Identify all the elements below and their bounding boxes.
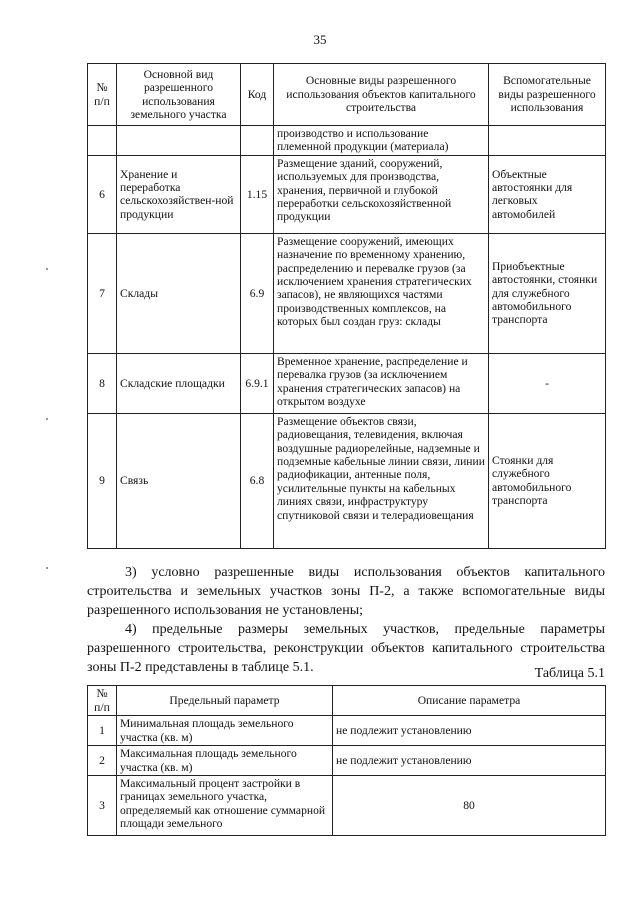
row-main: Временное хранение, распределение и перевалка грузов (за исключением хранения стратегических запасов) на открытом воздухе: [274, 353, 489, 413]
row-desc: 80: [333, 776, 606, 836]
scan-speck: [46, 567, 48, 569]
table-row: [88, 413, 606, 548]
row-desc: не подлежит установлению: [333, 746, 606, 776]
table-caption: Таблица 5.1: [534, 666, 605, 681]
table-row: [88, 353, 606, 413]
row-num: 9: [88, 413, 117, 548]
row-aux: Стоянки для служебного автомобильного транспорта: [489, 413, 606, 548]
row-name: Связь: [117, 413, 241, 548]
table-header-row: [88, 64, 606, 126]
row-code: 1.15: [241, 155, 274, 233]
scan-speck: [46, 268, 48, 270]
table-row: [88, 126, 606, 156]
continuation-text: производство и использование племенной продукции (материала): [274, 126, 489, 156]
table-row: [88, 746, 606, 776]
paragraph-4: 4) предельные размеры земельных участков, предельные параметры разрешенного строительства, реконструкции объектов капитального строительства зоны П-2 представлены в таблице 5.1.: [87, 622, 605, 675]
body-text: [87, 563, 605, 677]
row-code: 6.9: [241, 233, 274, 353]
header-aux-kinds: Вспомогательные виды разрешенного использования: [489, 64, 606, 126]
row-main: Размещение объектов связи, радиовещания, телевидения, включая воздушные радиорелейные, надземные и подземные кабельные линии связи, линии радиофикации, антенные поля, усилительные пункты на кабельных линиях связи, инфраструктуру спутниковой связи и телерадиовещания: [274, 413, 489, 548]
row-param: Максимальный процент застройки в границах земельного участка, определяемый как отношение суммарной площади земельного: [117, 776, 333, 836]
row-aux: -: [489, 353, 606, 413]
row-num: 2: [88, 746, 117, 776]
row-num: 7: [88, 233, 117, 353]
table-row: [88, 233, 606, 353]
row-desc: не подлежит установлению: [333, 716, 606, 746]
row-param: Максимальная площадь земельного участка (кв. м): [117, 746, 333, 776]
table-row: [88, 776, 606, 836]
row-name: Склады: [117, 233, 241, 353]
page-number: 35: [313, 32, 327, 47]
row-num: 1: [88, 716, 117, 746]
header-main-type: Основной вид разрешенного использования земельного участка: [117, 64, 241, 126]
row-code: 6.8: [241, 413, 274, 548]
row-main: Размещение зданий, сооружений, используемых для производства, хранения, первичной и глубокой переработки сельскохозяйственной продукции: [274, 155, 489, 233]
scan-speck: [46, 418, 48, 420]
header-num: № п/п: [88, 64, 117, 126]
row-name: Складские площадки: [117, 353, 241, 413]
row-num: 8: [88, 353, 117, 413]
header-param: Предельный параметр: [117, 686, 333, 716]
header-num: № п/п: [88, 686, 117, 716]
header-main-kinds: Основные виды разрешенного использования объектов капитального строительства: [274, 64, 489, 126]
header-desc: Описание параметра: [333, 686, 606, 716]
row-num: 6: [88, 155, 117, 233]
header-code: Код: [241, 64, 274, 126]
table-header-row: [88, 686, 606, 716]
row-param: Минимальная площадь земельного участка (кв. м): [117, 716, 333, 746]
zoning-use-table: [87, 63, 606, 549]
limits-table: [87, 685, 606, 836]
row-name: Хранение и переработка сельскохозяйствен-ной продукции: [117, 155, 241, 233]
row-num: 3: [88, 776, 117, 836]
row-aux: Приобъектные автостоянки, стоянки для служебного автомобильного транспорта: [489, 233, 606, 353]
row-aux: Объектные автостоянки для легковых автомобилей: [489, 155, 606, 233]
paragraph-3: 3) условно разрешенные виды использования объектов капитального строительства и земельных участков зоны П-2, а также вспомогательные виды разрешенного использования не установлены;: [87, 565, 605, 618]
table-row: [88, 155, 606, 233]
row-code: 6.9.1: [241, 353, 274, 413]
table-row: [88, 716, 606, 746]
row-main: Размещение сооружений, имеющих назначение по временному хранению, распределению и перевалке грузов (за исключением хранения стратегических запасов), не являющихся частями производственных комплексов, на которых был создан груз: склады: [274, 233, 489, 353]
